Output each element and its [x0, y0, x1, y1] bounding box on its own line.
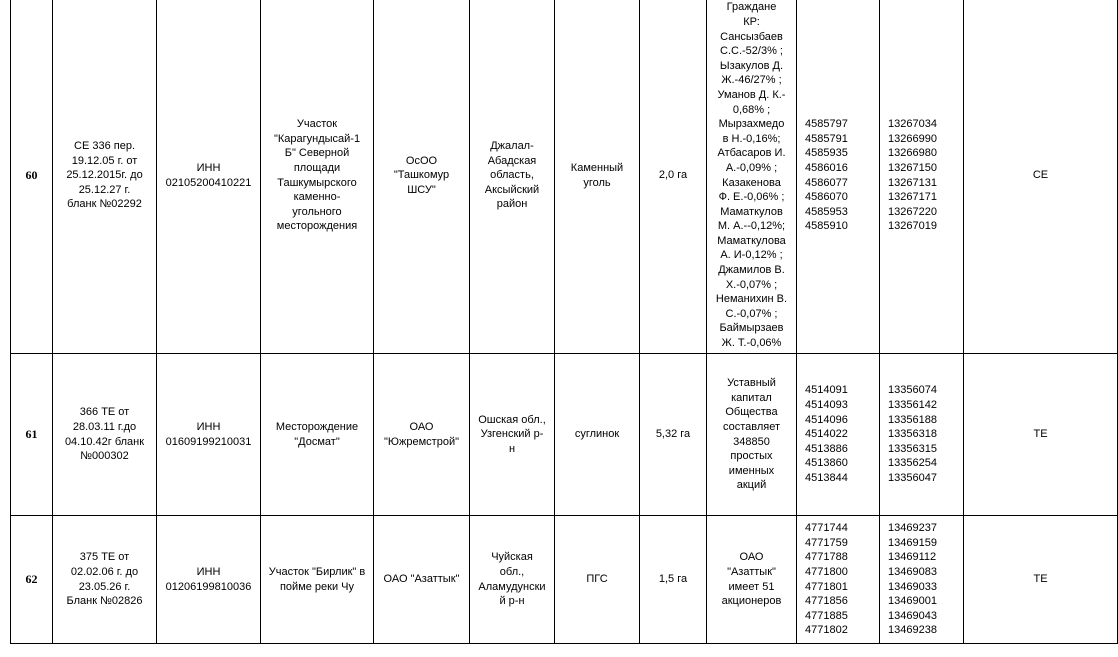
- row-number: 61: [11, 354, 53, 516]
- license-type-cell: ТЕ: [964, 354, 1118, 516]
- site-cell: Участок "Бирлик" в пойме реки Чу: [261, 516, 374, 644]
- region-cell: Ошская обл., Узгенский р- н: [470, 354, 555, 516]
- area-cell: 1,5 га: [640, 516, 707, 644]
- license-type-cell: ТЕ: [964, 516, 1118, 644]
- company-cell: ОАО "Южремстрой": [374, 354, 470, 516]
- owners-cell: Уставный капитал Общества составляет 348850 простых именных акций: [707, 354, 797, 516]
- inn-cell: ИНН 01206199810036: [157, 516, 261, 644]
- site-cell: Месторождение "Досмат": [261, 354, 374, 516]
- mineral-cell: Каменный уголь: [555, 0, 640, 354]
- x-coordinates-cell: 4585797 4585791 4585935 4586016 4586077 4586070 4585953 4585910: [797, 0, 880, 354]
- y-coordinates-cell: 13469237 13469159 13469112 13469083 13469033 13469001 13469043 13469238: [880, 516, 964, 644]
- license-cell: 366 ТЕ от 28.03.11 г.до 04.10.42г бланк №000302: [53, 354, 157, 516]
- license-cell: 375 ТЕ от 02.02.06 г. до 23.05.26 г. Бланк №02826: [53, 516, 157, 644]
- region-cell: Чуйская обл., Аламудунски й р-н: [470, 516, 555, 644]
- row-number: 62: [11, 516, 53, 644]
- license-type-cell: СЕ: [964, 0, 1118, 354]
- y-coordinates-cell: 13267034 13266990 13266980 13267150 13267131 13267171 13267220 13267019: [880, 0, 964, 354]
- license-registry-table: [10, 0, 1118, 644]
- area-cell: 2,0 га: [640, 0, 707, 354]
- x-coordinates-cell: 4771744 4771759 4771788 4771800 4771801 4771856 4771885 4771802: [797, 516, 880, 644]
- region-cell: Джалал- Абадская область, Аксыйский район: [470, 0, 555, 354]
- inn-cell: ИНН 01609199210031: [157, 354, 261, 516]
- owners-cell: Граждане КР: Сансызбаев С.С.-52/3% ; Ызакулов Д. Ж.-46/27% ; Уманов Д. К.- 0,68% ; Мырзахмедо в Н.-0,16%; Атбасаров И. А.-0,09% ; Казакенова Ф. Е.-0,06% ; Маматкулов М. А.--0,12%; Маматкулова А. И-0,12% ; Джамилов В. Х.-0,07% ; Неманихин В. С.-0,07% ; Баймырзаев Ж. Т.-0,06%: [707, 0, 797, 354]
- company-cell: ОАО "Азаттык": [374, 516, 470, 644]
- owners-cell: ОАО "Азаттык" имеет 51 акционеров: [707, 516, 797, 644]
- x-coordinates-cell: 4514091 4514093 4514096 4514022 4513886 4513860 4513844: [797, 354, 880, 516]
- area-cell: 5,32 га: [640, 354, 707, 516]
- site-cell: Участок "Карагундысай-1 Б" Северной площади Ташкумырского каменно- угольного месторождения: [261, 0, 374, 354]
- company-cell: ОсОО "Ташкомур ШСУ": [374, 0, 470, 354]
- mineral-cell: суглинок: [555, 354, 640, 516]
- table-row: [11, 354, 1118, 516]
- table-row: [11, 0, 1118, 354]
- table-row: [11, 516, 1118, 644]
- license-cell: СЕ 336 пер. 19.12.05 г. от 25.12.2015г. до 25.12.27 г. бланк №02292: [53, 0, 157, 354]
- row-number: 60: [11, 0, 53, 354]
- mineral-cell: ПГС: [555, 516, 640, 644]
- inn-cell: ИНН 02105200410221: [157, 0, 261, 354]
- y-coordinates-cell: 13356074 13356142 13356188 13356318 13356315 13356254 13356047: [880, 354, 964, 516]
